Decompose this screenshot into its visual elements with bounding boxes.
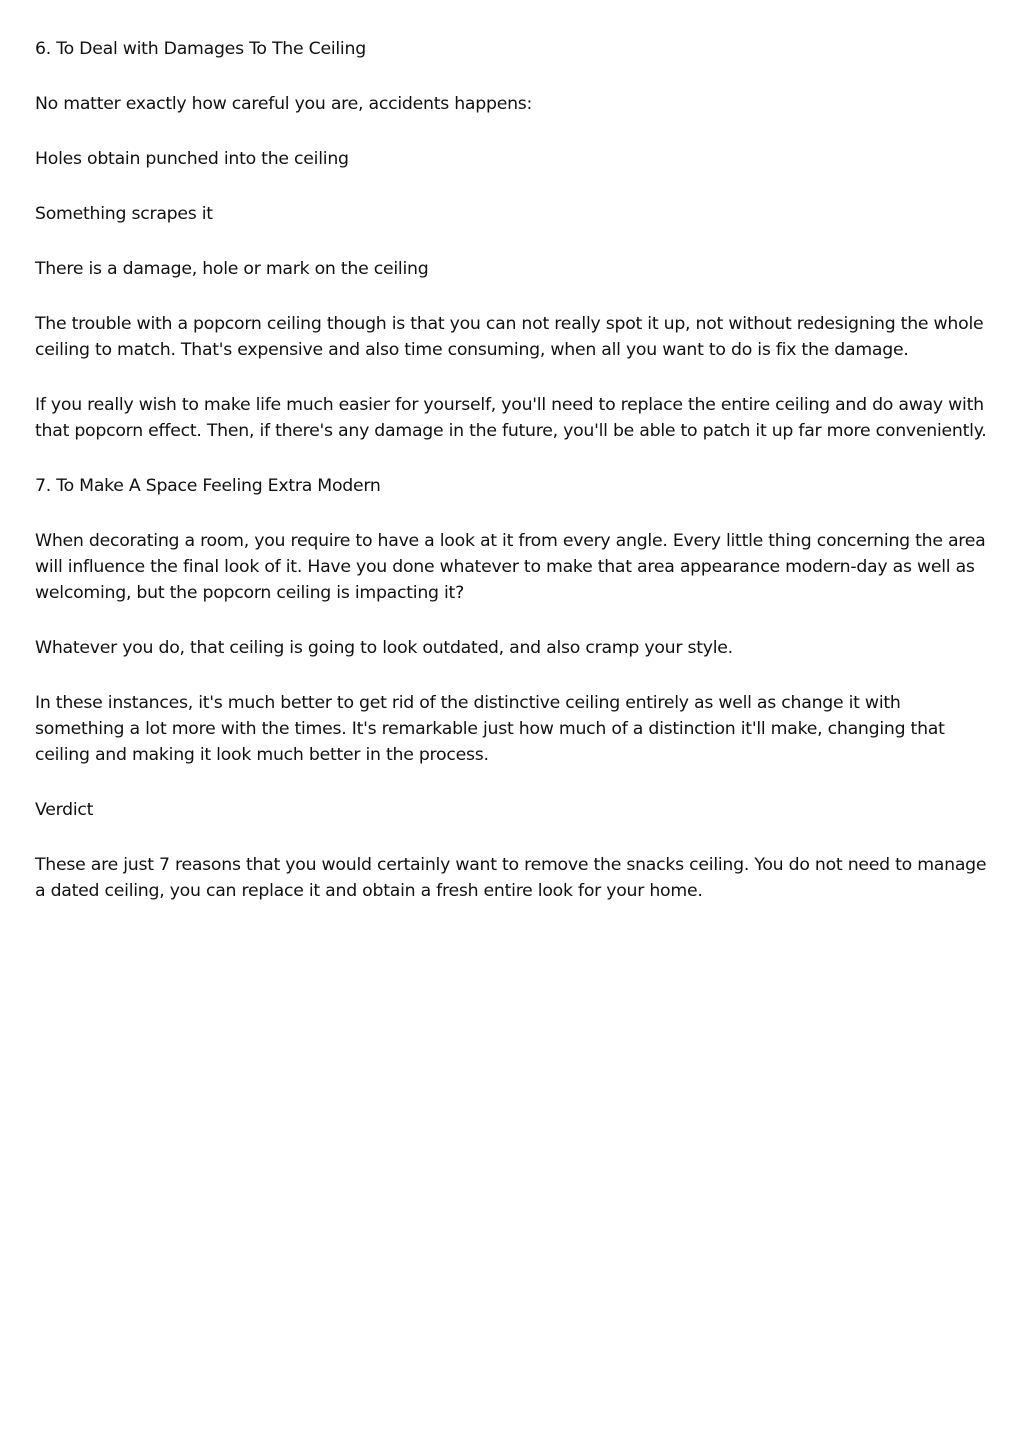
paragraph: No matter exactly how careful you are, accidents happens:	[35, 94, 533, 114]
paragraph: When decorating a room, you require to have a look at it from every angle. Every little thing concerning the area will influence the final look of it. Have you done whatever to make that area appearance modern-day as well as welcoming, but the popcorn ceiling is impacting it?	[35, 531, 986, 603]
paragraph: The trouble with a popcorn ceiling though is that you can not really spot it up, not without redesigning the whole ceiling to match. That's expensive and also time consuming, when all you want to do is fix the damage.	[35, 314, 984, 360]
document-body	[35, 36, 995, 933]
section-heading-7: 7. To Make A Space Feeling Extra Modern	[35, 476, 381, 496]
section-heading-6: 6. To Deal with Damages To The Ceiling	[35, 39, 366, 59]
paragraph: If you really wish to make life much easier for yourself, you'll need to replace the entire ceiling and do away with that popcorn effect. Then, if there's any damage in the future, you'll be able to patch it up far more conveniently.	[35, 395, 987, 441]
paragraph: These are just 7 reasons that you would certainly want to remove the snacks ceiling. You do not need to manage a dated ceiling, you can replace it and obtain a fresh entire look for your home.	[35, 855, 987, 901]
paragraph: There is a damage, hole or mark on the ceiling	[35, 259, 429, 279]
section-heading-verdict: Verdict	[35, 800, 94, 820]
paragraph: Something scrapes it	[35, 204, 213, 224]
paragraph: In these instances, it's much better to get rid of the distinctive ceiling entirely as well as change it with something a lot more with the times. It's remarkable just how much of a distinction it'll make, changing that ceiling and making it look much better in the process.	[35, 693, 945, 765]
paragraph: Holes obtain punched into the ceiling	[35, 149, 349, 169]
paragraph: Whatever you do, that ceiling is going to look outdated, and also cramp your style.	[35, 638, 733, 658]
